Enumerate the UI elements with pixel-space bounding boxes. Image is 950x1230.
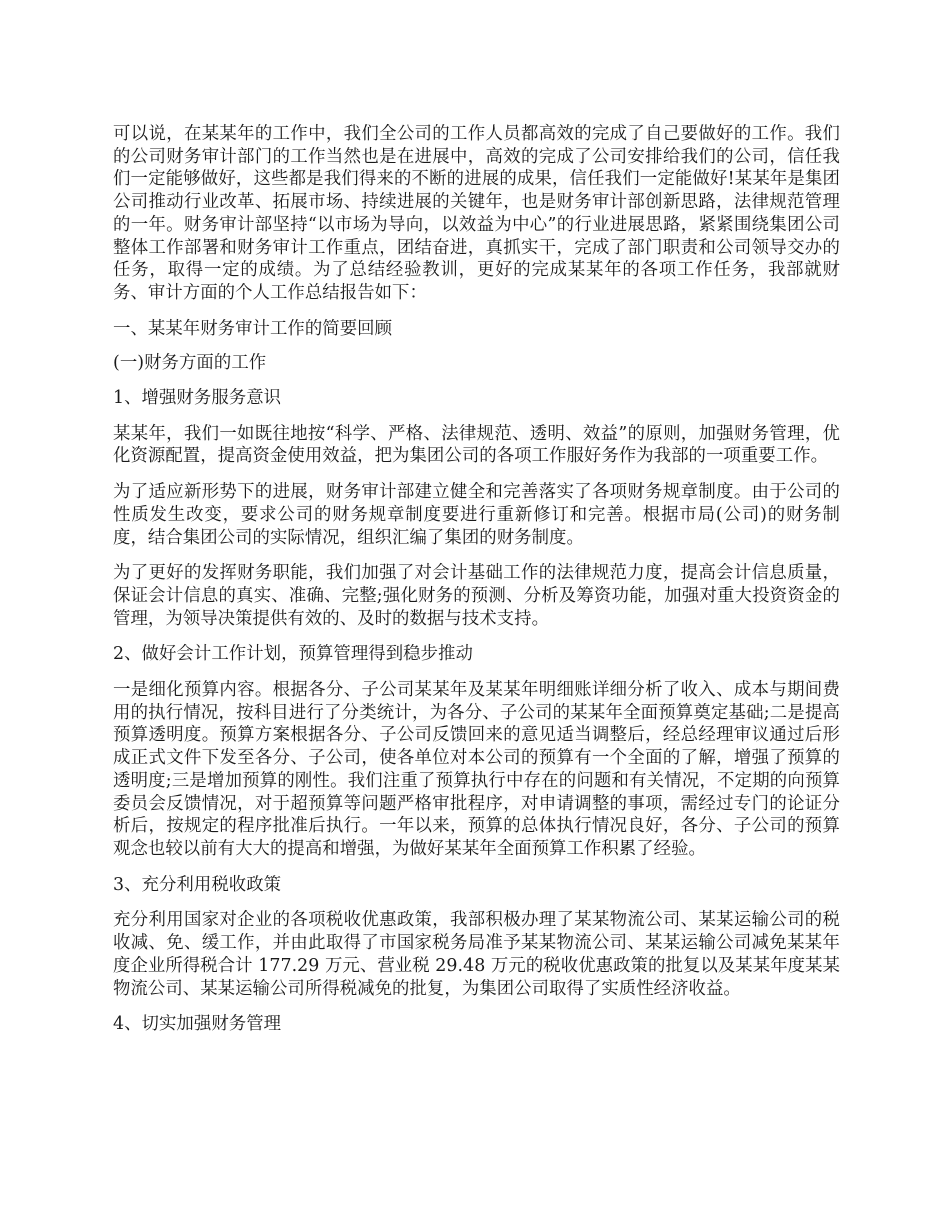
paragraph-service-awareness: 某某年，我们一如既往地按“科学、严格、法律规范、透明、效益”的原则，加强财务管理，优化资源配置，提高资金使用效益，把为集团公司的各项工作服好务作为我部的一项重要工作。 [113, 423, 840, 467]
intro-paragraph: 可以说，在某某年的工作中，我们全公司的工作人员都高效的完成了自己要做好的工作。我们的公司财务审计部门的工作当然也是在进展中，高效的完成了公司安排给我们的公司，信任我们一定能够做好，这些都是我们得来的不断的进展的成果，信任我们一定能做好!某某年是集团公司推动行业改革、拓展市场、持续进展的关键年，也是财务审计部创新思路，法律规范管理的一年。财务审计部坚持“以市场为导向，以效益为中心”的行业进展思路，紧紧围绕集团公司整体工作部署和财务审计工作重点，团结奋进，真抓实干，完成了部门职责和公司领导交办的任务，取得一定的成绩。为了总结经验教训，更好的完成某某年的各项工作任务，我部就财务、审计方面的个人工作总结报告如下： [113, 124, 840, 303]
item-heading-budget: 2、做好会计工作计划，预算管理得到稳步推动 [113, 644, 473, 665]
paragraph-tax-policy: 充分利用国家对企业的各项税收优惠政策，我部积极办理了某某物流公司、某某运输公司的税收减、免、缓工作，并由此取得了市国家税务局准予某某物流公司、某某运输公司减免某某年度企业所得税合计 177.29 万元、营业税 29.48 万元的税收优惠政策的批复以及某某年度某某物流公司、某某运输公司所得税减免的批复，为集团公司取得了实质性经济收益。 [113, 910, 840, 999]
document-page [113, 123, 840, 1036]
item-heading-finance-management: 4、切实加强财务管理 [113, 1014, 282, 1035]
subsection-heading-finance: (一)财务方面的工作 [113, 353, 267, 374]
paragraph-regulations: 为了适应新形势下的进展，财务审计部建立健全和完善落实了各项财务规章制度。由于公司的性质发生改变，要求公司的财务规章制度要进行重新修订和完善。根据市局(公司)的财务制度，结合集团公司的实际情况，组织汇编了集团的财务制度。 [113, 482, 840, 548]
paragraph-accounting-basics: 为了更好的发挥财务职能，我们加强了对会计基础工作的法律规范力度，提高会计信息质量，保证会计信息的真实、准确、完整;强化财务的预测、分析及筹资功能，加强对重大投资资金的管理，为领导决策提供有效的、及时的数据与技术支持。 [113, 563, 840, 629]
section-heading-review: 一、某某年财务审计工作的简要回顾 [113, 318, 393, 339]
paragraph-budget: 一是细化预算内容。根据各分、子公司某某年及某某年明细账详细分析了收入、成本与期间费用的执行情况，按科目进行了分类统计，为各分、子公司的某某年全面预算奠定基础;二是提高预算透明度。预算方案根据各分、子公司反馈回来的意见适当调整后，经总经理审议通过后形成正式文件下发至各分、子公司，使各单位对本公司的预算有一个全面的了解，增强了预算的透明度;三是增加预算的刚性。我们注重了预算执行中存在的问题和有关情况，不定期的向预算委员会反馈情况，对于超预算等问题严格审批程序，对申请调整的事项，需经过专门的论证分析后，按规定的程序批准后执行。一年以来，预算的总体执行情况良好，各分、子公司的预算观念也较以前有大大的提高和增强，为做好某某年全面预算工作积累了经验。 [113, 680, 840, 859]
item-heading-service-awareness: 1、增强财务服务意识 [113, 388, 282, 409]
item-heading-tax-policy: 3、充分利用税收政策 [113, 874, 282, 895]
